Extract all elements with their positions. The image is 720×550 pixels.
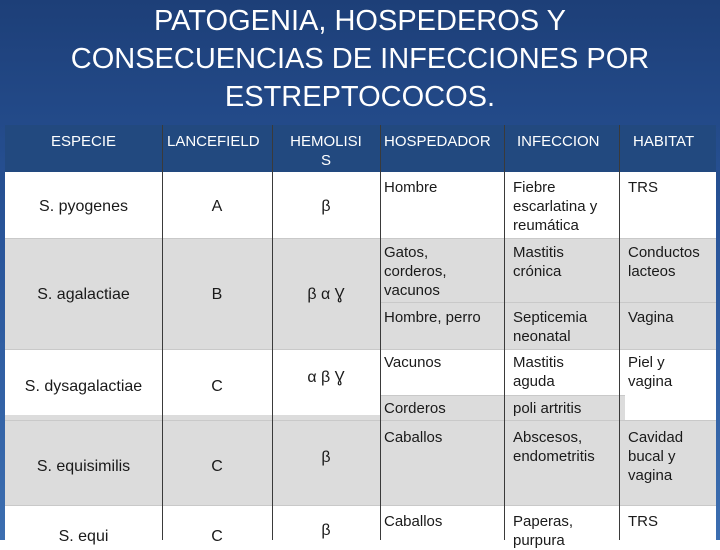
hospedador-cell: Hombre	[384, 179, 438, 196]
especie-cell: S. equi	[58, 528, 109, 545]
row-divider	[5, 349, 716, 350]
row-divider	[5, 238, 716, 239]
lancefield-cell: C	[211, 528, 223, 545]
column-divider	[380, 125, 381, 540]
row-divider	[5, 420, 716, 421]
habitat-cell: TRS	[628, 179, 658, 196]
header-infeccion: INFECCION	[517, 133, 600, 150]
infeccion-cell: Paperas, purpura	[513, 513, 574, 549]
hemolisis-cell: α β Ɣ	[307, 369, 345, 386]
hospedador-cell: Hombre, perro	[384, 309, 481, 326]
habitat-cell: Piel y vagina	[628, 354, 673, 390]
hemolisis-cell: β	[321, 522, 331, 539]
habitat-cell: TRS	[628, 513, 658, 530]
lancefield-cell: A	[211, 198, 223, 215]
slide-title	[10, 2, 710, 120]
lancefield-cell: C	[211, 378, 223, 395]
hospedador-cell: Caballos	[384, 429, 443, 446]
habitat-cell: Cavidad bucal y vagina	[628, 429, 684, 484]
especie-cell: S. pyogenes	[39, 198, 128, 215]
hemolisis-cell: β α Ɣ	[307, 286, 345, 303]
infeccion-cell: Mastitis aguda	[513, 354, 564, 390]
row-divider	[5, 505, 716, 506]
hospedador-cell: Vacunos	[384, 354, 442, 371]
column-divider	[162, 125, 163, 540]
especie-cell: S. equisimilis	[36, 458, 131, 475]
title-line-1: PATOGENIA, HOSPEDEROS Y	[153, 5, 567, 37]
especie-cell: S. dysagalactiae	[24, 378, 143, 395]
lancefield-cell: B	[211, 286, 223, 303]
column-divider	[504, 125, 505, 540]
column-divider	[619, 125, 620, 540]
row-divider	[380, 395, 625, 396]
column-divider	[272, 125, 273, 540]
row-divider	[380, 302, 716, 303]
infeccion-cell: Fiebre escarlatina y reumática	[513, 179, 598, 234]
lancefield-cell: C	[211, 458, 223, 475]
title-line-3: ESTREPTOCOCOS.	[224, 81, 496, 113]
header-hemolisis	[272, 125, 380, 172]
infeccion-cell: poli artritis	[513, 400, 582, 417]
hospedador-cell: Corderos	[384, 400, 446, 417]
infeccion-cell: Septicemia neonatal	[513, 309, 588, 345]
header-lancefield: LANCEFIELD	[167, 133, 260, 150]
header-hemolisis-line1: HEMOLISI	[290, 133, 362, 150]
hospedador-cell: Caballos	[384, 513, 443, 530]
header-habitat: HABITAT	[633, 133, 695, 150]
streptococcus-table	[5, 125, 716, 549]
hemolisis-cell: β	[321, 198, 331, 215]
habitat-cell: Conductos lacteos	[628, 244, 700, 280]
habitat-cell: Vagina	[628, 309, 674, 326]
title-line-2: CONSECUENCIAS DE INFECCIONES POR	[70, 43, 650, 75]
header-hemolisis-line2: S	[320, 152, 331, 169]
header-hospedador: HOSPEDADOR	[384, 133, 491, 150]
infeccion-cell: Mastitis crónica	[513, 244, 564, 280]
hemolisis-cell: β	[321, 449, 331, 466]
hospedador-cell: Gatos, corderos, vacunos	[384, 244, 447, 299]
infeccion-cell: Abscesos, endometritis	[513, 429, 595, 465]
especie-cell: S. agalactiae	[37, 286, 130, 303]
header-especie: ESPECIE	[50, 133, 117, 150]
